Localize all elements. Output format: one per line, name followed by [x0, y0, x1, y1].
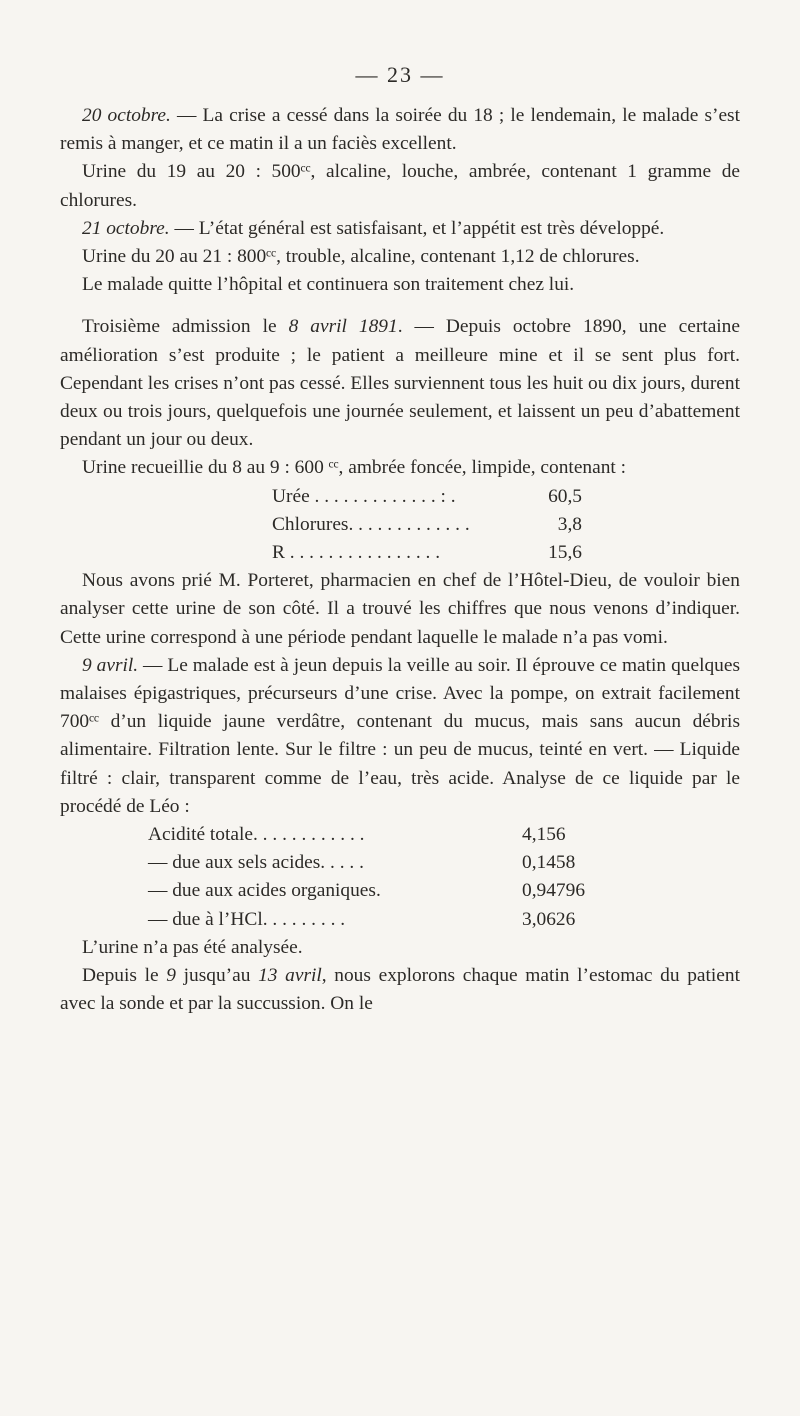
date-heading: 21 octobre. — [82, 217, 170, 239]
paragraph-porteret: Nous avons prié M. Porteret, pharmacien en chef de l’Hôtel-Dieu, de vouloir bien analyser cette urine de son côté. Il a trouvé les chiffres que nous venons d’indiquer. Cette urine correspond à une période pendant laquelle le malade n’a pas vomi. — [60, 570, 740, 648]
paragraph-text: — La crise a cessé dans la soirée du 18 ; le lendemain, le malade s’est remis à manger, et ce matin il a un faciès excellent. — [60, 105, 740, 155]
page-number: — 23 — — [355, 62, 445, 87]
paragraph-oct21 — [60, 215, 740, 243]
table-row: Acidité totale. . . . . . . . . . . . 4,156 — [148, 824, 566, 846]
table-row: — due aux acides organiques. 0,94796 — [148, 880, 586, 902]
date-heading: 8 avril 1891 — [288, 316, 398, 338]
paragraph-text: — Le malade est à jeun depuis la veille au soir. Il éprouve ce matin quelques malaises épigastriques, précurseurs d’une crise. Avec la pompe, on extrait facilement 700ᶜᶜ d’un liquide jaune verdâtre, contenant du mucus, mais sans aucun débris alimentaire. Filtration lente. Sur le filtre : un peu de mucus, teinté en vert. — Liquide filtré : clair, transparent comme de l’eau, très acide. Analyse de ce liquide par le procédé de Léo : — [60, 654, 740, 817]
paragraph-oct20 — [60, 102, 740, 158]
table-row: — due à l’HCl. . . . . . . . . 3,0626 — [148, 908, 576, 930]
date-heading: 9 — [166, 965, 176, 987]
date-heading: 13 avril — [258, 965, 322, 987]
paragraph-april9-13: Depuis le 9 jusqu’au 13 avril, nous explorons chaque matin l’estomac du patient avec la sonde et par la succussion. On le — [60, 965, 740, 1015]
date-heading: 20 octobre. — [82, 105, 171, 126]
body-text — [60, 102, 740, 1019]
table-row: Chlorures. . . . . . . . . . . . . 3,8 — [272, 513, 582, 535]
table-row: R . . . . . . . . . . . . . . . . 15,6 — [272, 542, 582, 564]
paragraph-urine-not-analysed: L’urine n’a pas été analysée. — [82, 936, 303, 958]
paragraph-urine-19-20: Urine du 19 au 20 : 500ᶜᶜ, alcaline, louche, ambrée, contenant 1 gramme de chlorures. — [60, 161, 740, 211]
paragraph-april9 — [60, 652, 740, 821]
date-heading: 9 avril. — [82, 654, 139, 676]
acidity-table — [148, 821, 632, 934]
paragraph-urine-20-21: Urine du 20 au 21 : 800ᶜᶜ, trouble, alcaline, contenant 1,12 de chlorures. — [82, 246, 640, 268]
paragraph-third-admission: Troisième admission le 8 avril 1891. — Depuis octobre 1890, une certaine amélioration s’est produite ; le patient a meilleure mine et il se sent plus fort. Cependant les crises n’ont pas cessé. Elles surviennent tous les huit ou dix jours, durent deux ou trois jours, quelquefois une journée seulement, et laissent un peu d’abattement pendant un jour ou deux. — [60, 316, 740, 451]
urine-analysis-table — [272, 483, 582, 568]
paragraph-text: — L’état général est satisfaisant, et l’appétit est très développé. — [169, 217, 665, 239]
paragraph-urine-8-9: Urine recueillie du 8 au 9 : 600 ᶜᶜ, ambrée foncée, limpide, contenant : — [82, 457, 627, 479]
paragraph-discharge: Le malade quitte l’hôpital et continuera son traitement chez lui. — [82, 274, 575, 296]
table-row: — due aux sels acides. . . . . 0,1458 — [148, 852, 576, 874]
table-row: Urée . . . . . . . . . . . . . : . 60,5 — [272, 485, 582, 507]
